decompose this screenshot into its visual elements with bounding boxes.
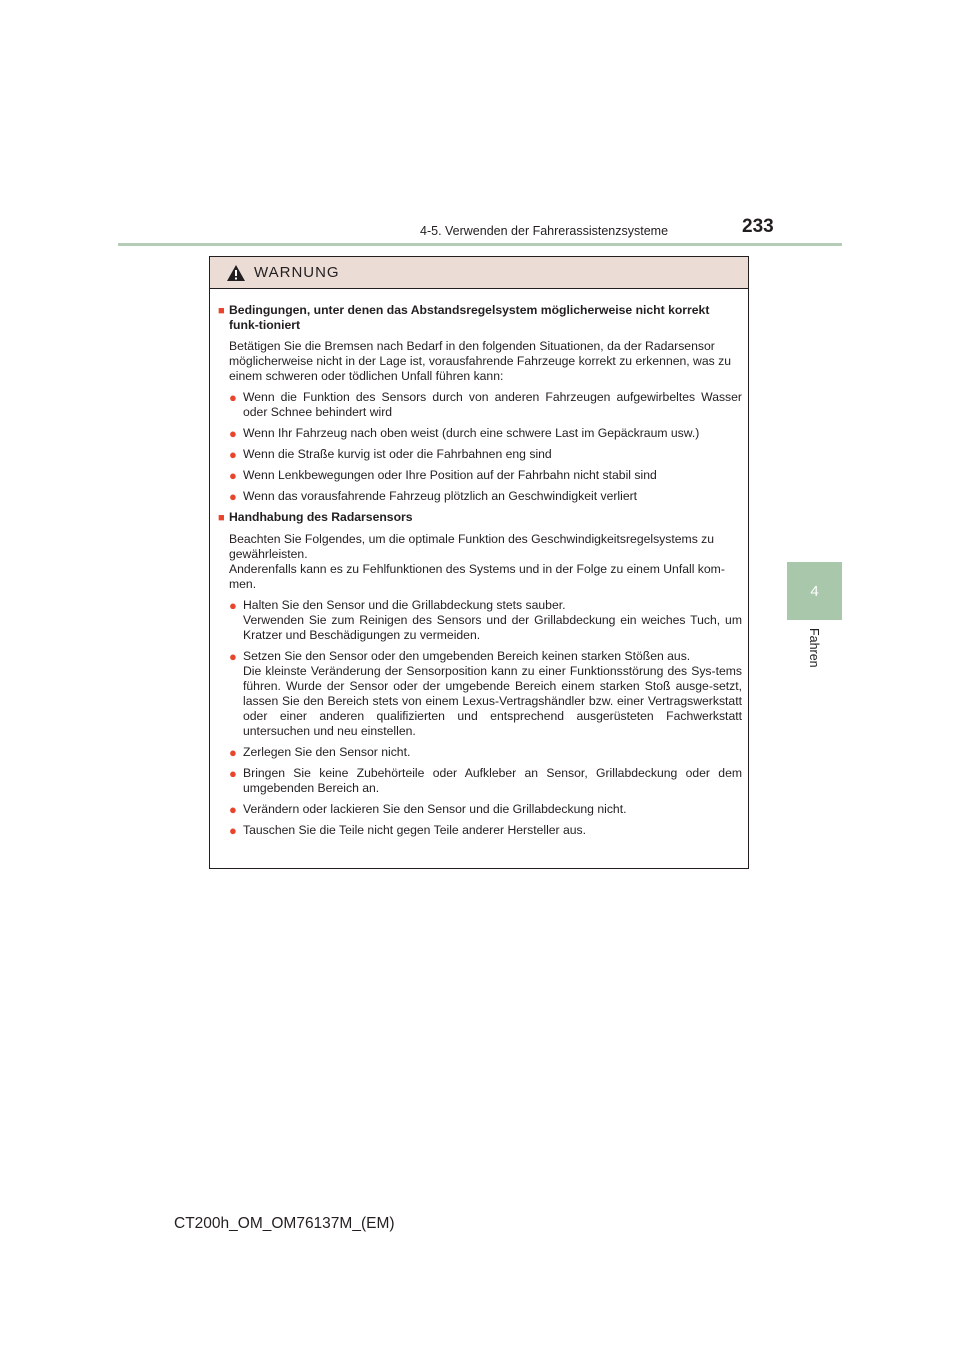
circle-bullet-icon: ●: [229, 468, 237, 483]
list-item: [218, 823, 742, 838]
warning-triangle-icon: [226, 264, 246, 282]
section-intro: Betätigen Sie die Bremsen nach Bedarf in den folgenden Situationen, da der Radarsensor möglicherweise nicht in der Lage ist, vorausfahrende Fahrzeuge korrekt zu erkennen, was zu einem schweren oder tödlichen Unfall führen kann:: [229, 339, 731, 383]
page-number: 233: [742, 216, 774, 237]
list-item-text: Wenn das vorausfahrende Fahrzeug plötzlich an Geschwindigkeit verliert: [243, 489, 638, 503]
list-item: [218, 649, 742, 739]
circle-bullet-icon: ●: [229, 390, 237, 405]
list-item: [218, 489, 742, 504]
chapter-tab: [787, 562, 842, 620]
list-item-text: Wenn die Funktion des Sensors durch von anderen Fahrzeugen aufgewirbeltes Wasser oder Schnee behindert wird: [243, 390, 742, 419]
list-item-text: [243, 649, 742, 739]
list-item-line: Setzen Sie den Sensor oder den umgebenden Bereich keinen starken Stößen aus.: [243, 649, 691, 663]
circle-bullet-icon: ●: [229, 823, 237, 838]
list-item: [218, 598, 742, 643]
section-intro-line: Anderenfalls kann es zu Fehlfunktionen des Systems und in der Folge zu einem Unfall kom-men.: [229, 562, 725, 591]
list-item-text: [243, 598, 742, 643]
list-item-text: Verändern oder lackieren Sie den Sensor und die Grillabdeckung nicht.: [243, 802, 627, 816]
list-item: [218, 390, 742, 420]
warning-box: [209, 256, 749, 869]
list-item: [218, 447, 742, 462]
circle-bullet-icon: ●: [229, 489, 237, 504]
square-bullet-icon: ■: [218, 305, 225, 317]
list-item: [218, 426, 742, 441]
list-item-text: Wenn Ihr Fahrzeug nach oben weist (durch eine schwere Last im Gepäckraum usw.): [243, 426, 700, 440]
list-item: [218, 468, 742, 483]
circle-bullet-icon: ●: [229, 649, 237, 664]
circle-bullet-icon: ●: [229, 802, 237, 817]
section-title: 4-5. Verwenden der Fahrerassistenzsysteme: [420, 224, 669, 238]
section-heading: [218, 510, 742, 526]
square-bullet-icon: ■: [218, 512, 225, 524]
list-item: [218, 745, 742, 760]
chapter-label: Fahren: [807, 628, 821, 668]
section-heading: [218, 303, 742, 333]
circle-bullet-icon: ●: [229, 447, 237, 462]
list-item-text: Bringen Sie keine Zubehörteile oder Aufkleber an Sensor, Grillabdeckung oder dem umgebenden Bereich an.: [243, 766, 742, 795]
list-item-line: Verwenden Sie zum Reinigen des Sensors und der Grillabdeckung ein weiches Tuch, um Kratzer und Beschädigungen zu vermeiden.: [243, 613, 742, 642]
list-item-text: Tauschen Sie die Teile nicht gegen Teile anderer Hersteller aus.: [243, 823, 587, 837]
list-item-text: Zerlegen Sie den Sensor nicht.: [243, 745, 411, 759]
warning-header: [210, 257, 748, 289]
header-rule: [118, 243, 842, 246]
section-heading-text: Bedingungen, unter denen das Abstandsregelsystem möglicherweise nicht korrekt funk-tioniert: [229, 303, 710, 332]
section-intro-line: Beachten Sie Folgendes, um die optimale Funktion des Geschwindigkeitsregelsystems zu gewährleisten.: [229, 532, 715, 561]
list-item-text: Wenn die Straße kurvig ist oder die Fahrbahnen eng sind: [243, 447, 552, 461]
circle-bullet-icon: ●: [229, 598, 237, 613]
warning-title: WARNUNG: [254, 264, 340, 281]
circle-bullet-icon: ●: [229, 766, 237, 781]
section-intro: [218, 532, 742, 592]
list-item: [218, 766, 742, 796]
list-item-line: Halten Sie den Sensor und die Grillabdeckung stets sauber.: [243, 598, 566, 612]
list-item-line: Die kleinste Veränderung der Sensorposition kann zu einer Funktionsstörung des Sys-tems führen. Wurde der Sensor oder der umgebende Bereich einem starken Stoß ausge-setzt, lassen Sie den Bereich stets von einem Lexus-Vertragshändler bzw. einer Vertragswerkstatt oder einer anderen qualifizierten und entsprechend ausgerüsteten Fachwerkstatt untersuchen und neu einstellen.: [243, 664, 742, 738]
document-code: CT200h_OM_OM76137M_(EM): [174, 1215, 395, 1232]
list-item: [218, 802, 742, 817]
section-heading-text: Handhabung des Radarsensors: [229, 510, 413, 524]
circle-bullet-icon: ●: [229, 426, 237, 441]
warning-body: [210, 289, 748, 838]
list-item-text: Wenn Lenkbewegungen oder Ihre Position auf der Fahrbahn nicht stabil sind: [243, 468, 657, 482]
circle-bullet-icon: ●: [229, 745, 237, 760]
chapter-number: 4: [810, 582, 819, 600]
